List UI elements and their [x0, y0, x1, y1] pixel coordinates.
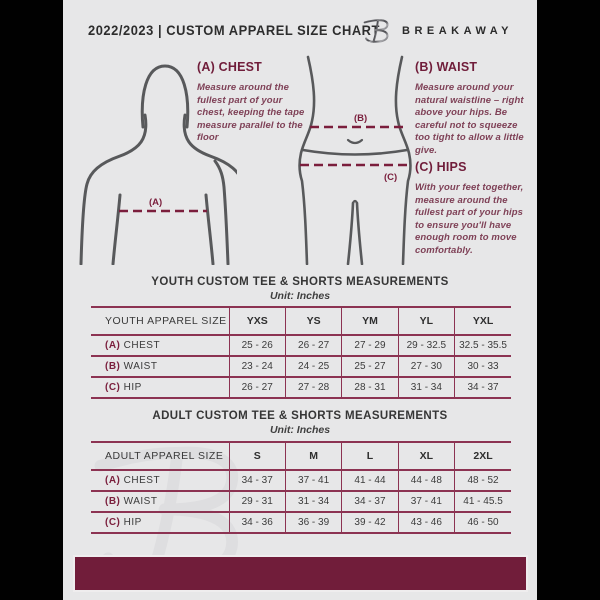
size-range-cell: 27 - 28	[285, 377, 341, 398]
brand-lockup	[362, 16, 513, 45]
hips-measure-line	[300, 165, 411, 183]
size-range-cell: 31 - 34	[398, 377, 454, 398]
hips-guide-heading: (C) HIPS	[415, 160, 467, 174]
size-range-cell: 46 - 50	[455, 512, 511, 533]
size-range-cell: 27 - 30	[398, 356, 454, 377]
apparel-size-header: ADULT APPAREL SIZE	[91, 442, 229, 470]
hips-marker-label: (C)	[384, 172, 398, 183]
chest-marker-label: (A)	[149, 197, 163, 208]
size-column-header: YS	[285, 307, 341, 335]
size-range-cell: 39 - 42	[342, 512, 398, 533]
youth-section-title: YOUTH CUSTOM TEE & SHORTS MEASUREMENTS	[151, 276, 449, 288]
size-column-header: YXS	[229, 307, 285, 335]
breakaway-logo-icon	[362, 16, 394, 45]
lower-body-figure	[290, 53, 422, 265]
measurement-label: (B) WAIST	[91, 491, 229, 512]
adult-table-header-row	[91, 442, 511, 470]
size-range-cell: 27 - 29	[342, 335, 398, 356]
size-range-cell: 41 - 45.5	[455, 491, 511, 512]
size-column-header: YXL	[455, 307, 511, 335]
chest-guide	[197, 60, 307, 145]
size-range-cell: 34 - 37	[229, 470, 285, 491]
measurement-row	[91, 512, 511, 533]
chest-guide-heading: (A) CHEST	[197, 60, 262, 74]
size-range-cell: 25 - 26	[229, 335, 285, 356]
measurement-label: (A) CHEST	[91, 470, 229, 491]
hips-guide-text: With your feet together, measure around the fullest part of your hips to ensure you'll have enough room to move comfortably.	[415, 182, 524, 256]
adult-unit-label: Unit: Inches	[269, 424, 331, 436]
size-range-cell: 24 - 25	[285, 356, 341, 377]
size-range-cell: 37 - 41	[285, 470, 341, 491]
size-range-cell: 34 - 36	[229, 512, 285, 533]
size-range-cell: 32.5 - 35.5	[455, 335, 511, 356]
hips-guide	[415, 160, 533, 257]
size-column-header: YM	[342, 307, 398, 335]
size-range-cell: 29 - 32.5	[398, 335, 454, 356]
measurement-label: (C) HIP	[91, 377, 229, 398]
measurement-label: (A) CHEST	[91, 335, 229, 356]
right-pillarbox	[537, 0, 600, 600]
measurement-row	[91, 335, 511, 356]
size-range-cell: 36 - 39	[285, 512, 341, 533]
brand-name: BREAKAWAY	[402, 24, 513, 37]
size-range-cell: 31 - 34	[285, 491, 341, 512]
size-range-cell: 29 - 31	[229, 491, 285, 512]
apparel-size-header: YOUTH APPAREL SIZE	[91, 307, 229, 335]
measurement-row	[91, 356, 511, 377]
measurement-row	[91, 470, 511, 491]
measurement-label: (B) WAIST	[91, 356, 229, 377]
chest-measure-line	[119, 197, 207, 211]
size-column-header: XL	[398, 442, 454, 470]
chest-guide-text: Measure around the fullest part of your chest, keeping the tape measure parallel to the floor	[197, 82, 305, 144]
waist-marker-label: (B)	[354, 113, 368, 124]
size-column-header: S	[229, 442, 285, 470]
measurement-row	[91, 377, 511, 398]
waist-guide	[415, 60, 533, 157]
chart-content	[63, 0, 537, 600]
youth-table-header-row	[91, 307, 511, 335]
footer-bar	[73, 555, 528, 592]
size-range-cell: 43 - 46	[398, 512, 454, 533]
size-range-cell: 34 - 37	[455, 377, 511, 398]
size-range-cell: 34 - 37	[342, 491, 398, 512]
size-column-header: L	[342, 442, 398, 470]
size-range-cell: 25 - 27	[342, 356, 398, 377]
youth-unit-label: Unit: Inches	[269, 290, 331, 302]
size-range-cell: 41 - 44	[342, 470, 398, 491]
page-title: 2022/2023 | CUSTOM APPAREL SIZE CHART	[88, 22, 380, 38]
youth-size-table	[91, 306, 511, 399]
measurement-row	[91, 491, 511, 512]
size-range-cell: 23 - 24	[229, 356, 285, 377]
left-pillarbox	[0, 0, 63, 600]
adult-section-title: ADULT CUSTOM TEE & SHORTS MEASUREMENTS	[152, 410, 448, 422]
measurement-label: (C) HIP	[91, 512, 229, 533]
size-column-header: 2XL	[455, 442, 511, 470]
size-range-cell: 30 - 33	[455, 356, 511, 377]
size-column-header: M	[285, 442, 341, 470]
size-range-cell: 48 - 52	[455, 470, 511, 491]
size-range-cell: 37 - 41	[398, 491, 454, 512]
size-column-header: YL	[398, 307, 454, 335]
adult-size-table	[91, 441, 511, 534]
waist-guide-text: Measure around your natural waistline – right above your hips. Be careful not to squeeze too tight to allow a little give.	[415, 82, 524, 156]
waist-measure-line	[310, 113, 404, 127]
size-range-cell: 44 - 48	[398, 470, 454, 491]
waist-guide-heading: (B) WAIST	[415, 60, 478, 74]
size-range-cell: 26 - 27	[229, 377, 285, 398]
size-range-cell: 28 - 31	[342, 377, 398, 398]
size-range-cell: 26 - 27	[285, 335, 341, 356]
